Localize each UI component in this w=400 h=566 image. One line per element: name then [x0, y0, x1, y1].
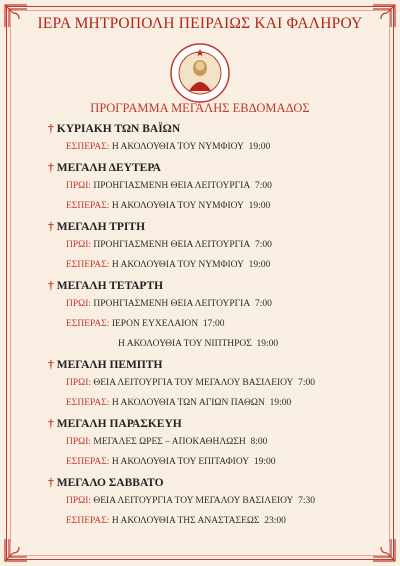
service-time: 19:00	[269, 398, 292, 408]
day-section	[48, 418, 380, 467]
cross-icon: †	[48, 162, 54, 174]
cross-icon: †	[48, 123, 54, 135]
service-text: ΙΕΡΟΝ ΕΥΧΕΛΑΙΟΝ	[111, 319, 199, 329]
service-time: 19:00	[248, 260, 271, 270]
service-label: ΠΡΩΙ:	[66, 240, 92, 250]
service-label: ΠΡΩΙ:	[66, 181, 92, 191]
service-label: ΕΣΠΕΡΑΣ:	[66, 457, 110, 467]
service-label: ΕΣΠΕΡΑΣ:	[66, 201, 110, 211]
cross-icon: †	[48, 221, 54, 233]
service-time: 19:00	[248, 142, 271, 152]
cross-icon: †	[48, 359, 54, 371]
cross-icon: †	[48, 418, 54, 430]
service-label: ΕΣΠΕΡΑΣ:	[66, 516, 110, 526]
service-text: Η ΑΚΟΛΟΥΘΙΑ ΤΟΥ ΝΥΜΦΙΟΥ	[111, 142, 244, 152]
day-section	[48, 359, 380, 408]
metropolis-seal-icon	[170, 43, 230, 103]
service-text: ΠΡΟΗΓΙΑΣΜΕΝΗ ΘΕΙΑ ΛΕΙΤΟΥΡΓΙΑ	[93, 240, 251, 250]
service-text: ΘΕΙΑ ΛΕΙΤΟΥΡΓΙΑ ΤΟΥ ΜΕΓΑΛΟΥ ΒΑΣΙΛΕΙΟΥ	[93, 378, 294, 388]
service-text: ΜΕΓΑΛΕΣ ΩΡΕΣ – ΑΠΟΚΑΘΗΛΩΣΗ	[93, 437, 246, 447]
service-label: ΠΡΩΙ:	[66, 437, 92, 447]
service-time: 8:00	[250, 437, 268, 447]
service-time: 23:00	[264, 516, 286, 526]
day-title-text: ΜΕΓΑΛΗ ΠΕΜΠΤΗ	[56, 359, 163, 371]
service-time: 7:00	[254, 181, 272, 191]
day-title-text: ΚΥΡΙΑΚΗ ΤΩΝ ΒΑΪΩΝ	[56, 123, 181, 135]
day-title-text: ΜΕΓΑΛΗ ΔΕΥΤΕΡΑ	[56, 162, 161, 174]
day-section	[48, 477, 380, 526]
service-text: ΘΕΙΑ ΛΕΙΤΟΥΡΓΙΑ ΤΟΥ ΜΕΓΑΛΟΥ ΒΑΣΙΛΕΙΟΥ	[93, 496, 294, 506]
day-title	[48, 477, 380, 489]
service-time: 7:00	[298, 378, 316, 388]
service-row	[66, 398, 380, 408]
service-label: ΕΣΠΕΡΑΣ:	[66, 260, 110, 270]
service-row	[66, 457, 380, 467]
service-text: Η ΑΚΟΛΟΥΘΙΑ ΤΟΥ ΝΥΜΦΙΟΥ	[111, 260, 244, 270]
day-title-text: ΜΕΓΑΛΗ ΤΕΤΑΡΤΗ	[56, 280, 164, 292]
service-text: Η ΑΚΟΛΟΥΘΙΑ ΤΗΣ ΑΝΑΣΤΑΣΕΩΣ	[111, 516, 260, 526]
service-row	[66, 378, 380, 388]
service-row	[66, 496, 380, 506]
day-title	[48, 221, 380, 233]
corner-ornament-icon	[371, 537, 397, 563]
service-label: ΕΣΠΕΡΑΣ:	[66, 142, 110, 152]
service-text: Η ΑΚΟΛΟΥΘΙΑ ΤΩΝ ΑΓΙΩΝ ΠΑΘΩΝ	[111, 398, 265, 408]
day-title-text: ΜΕΓΑΛΟ ΣΑΒΒΑΤΟ	[56, 477, 164, 489]
page-title: ΙΕΡΑ ΜΗΤΡΟΠΟΛΗ ΠΕΙΡΑΙΩΣ ΚΑΙ ΦΑΛΗΡΟΥ	[37, 15, 363, 32]
service-text: Η ΑΚΟΛΟΥΘΙΑ ΤΟΥ ΕΠΙΤΑΦΙΟΥ	[111, 457, 250, 467]
service-time: 7:30	[298, 496, 316, 506]
schedule	[48, 123, 380, 536]
day-section	[48, 123, 380, 152]
service-row	[66, 437, 380, 447]
service-row	[118, 339, 380, 349]
corner-ornament-icon	[3, 537, 29, 563]
service-time: 17:00	[202, 319, 225, 329]
service-time: 7:00	[254, 240, 272, 250]
service-row	[66, 181, 380, 191]
service-row	[66, 516, 380, 526]
service-label: ΠΡΩΙ:	[66, 496, 92, 506]
service-text: ΠΡΟΗΓΙΑΣΜΕΝΗ ΘΕΙΑ ΛΕΙΤΟΥΡΓΙΑ	[93, 181, 251, 191]
service-time: 19:00	[256, 339, 279, 349]
day-title-text: ΜΕΓΑΛΗ ΠΑΡΑΣΚΕΥΗ	[56, 418, 182, 430]
service-time: 19:00	[253, 457, 276, 467]
service-time: 7:00	[254, 299, 272, 309]
service-row	[66, 319, 380, 329]
day-title	[48, 280, 380, 292]
service-time: 19:00	[248, 201, 271, 211]
service-row	[66, 260, 380, 270]
service-label: ΠΡΩΙ:	[66, 378, 92, 388]
day-title	[48, 162, 380, 174]
day-title	[48, 359, 380, 371]
service-text: Η ΑΚΟΛΟΥΘΙΑ ΤΟΥ ΝΥΜΦΙΟΥ	[111, 201, 244, 211]
day-section	[48, 162, 380, 211]
day-title	[48, 418, 380, 430]
service-row	[66, 142, 380, 152]
service-row	[66, 240, 380, 250]
day-section	[48, 280, 380, 349]
cross-icon: †	[48, 477, 54, 489]
service-text: ΠΡΟΗΓΙΑΣΜΕΝΗ ΘΕΙΑ ΛΕΙΤΟΥΡΓΙΑ	[93, 299, 251, 309]
day-section	[48, 221, 380, 270]
service-row	[66, 201, 380, 211]
service-label: ΕΣΠΕΡΑΣ:	[66, 398, 110, 408]
cross-icon: †	[48, 280, 54, 292]
day-title-text: ΜΕΓΑΛΗ ΤΡΙΤΗ	[56, 221, 146, 233]
program-title: ΠΡΟΓΡΑΜΜΑ ΜΕΓΑΛΗΣ ΕΒΔΟΜΑΔΟΣ	[90, 101, 310, 115]
day-title	[48, 123, 380, 135]
service-label: ΠΡΩΙ:	[66, 299, 92, 309]
service-label: ΕΣΠΕΡΑΣ:	[66, 319, 110, 329]
service-text: Η ΑΚΟΛΟΥΘΙΑ ΤΟΥ ΝΙΠΤΗΡΟΣ	[118, 339, 252, 349]
service-row	[66, 299, 380, 309]
